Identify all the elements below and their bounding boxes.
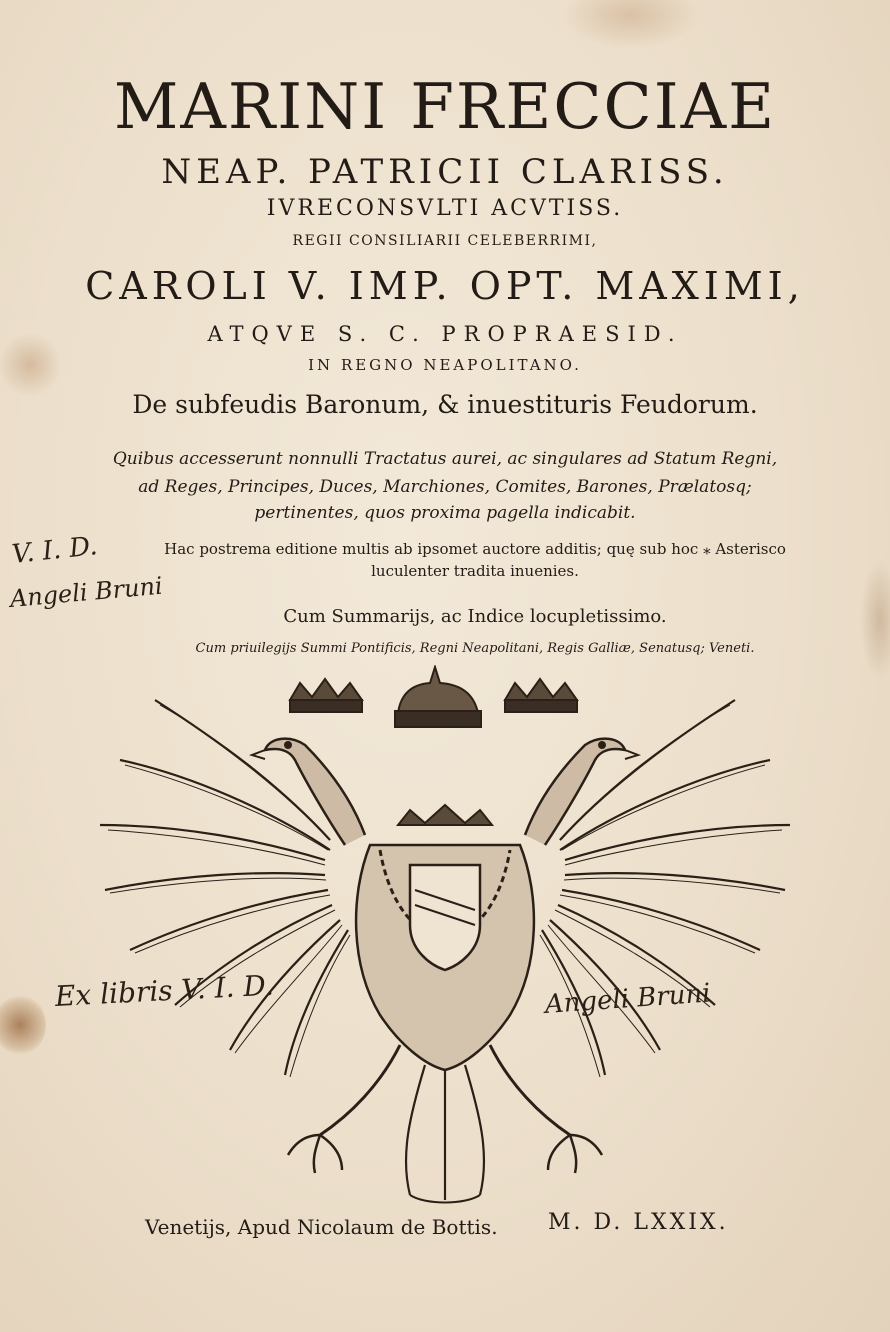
handwritten-signature: Angeli Bruni <box>8 571 164 613</box>
ink-stain <box>0 995 46 1055</box>
double-headed-eagle-icon <box>80 665 810 1210</box>
privileges-line: Cum priuilegijs Summi Pontificis, Regni Neapolitani, Regis Galliæ, Senatusq; Veneti. <box>195 641 755 656</box>
crown-icon <box>395 667 481 727</box>
imprint: Venetijs, Apud Nicolaum de Bottis. <box>145 1215 498 1239</box>
crown-icon <box>505 679 577 712</box>
office-line: ATQVE S. C. PROPRAESID. <box>207 322 683 346</box>
work-title: De subfeudis Baronum, & inuestituris Feudorum. <box>132 390 758 419</box>
summaries-line: Cum Summarijs, ac Indice locupletissimo. <box>283 606 667 627</box>
edition-line-2: luculenter tradita inuenies. <box>371 562 579 580</box>
contents-line-2: ad Reges, Principes, Duces, Marchiones, Comites, Barones, Prælatosq; <box>138 477 752 497</box>
crown-icon <box>290 679 362 712</box>
contents-line-1: Quibus accesserunt nonnulli Tractatus aurei, ac singulares ad Statum Regni, <box>112 449 778 469</box>
handwritten-signature: Angeli Bruni <box>543 978 712 1020</box>
paper-stain <box>560 0 700 50</box>
author-origin-line: NEAP. PATRICII CLARISS. <box>161 152 729 192</box>
handwritten-note: V. I. D. <box>10 531 99 570</box>
emperor-line: CAROLI V. IMP. OPT. MAXIMI, <box>85 264 805 308</box>
kingdom-line: IN REGNO NEAPOLITANO. <box>308 356 582 374</box>
publication-date: M. D. LXXIX. <box>548 1210 729 1235</box>
author-title-line: IVRECONSVLTI ACVTISS. <box>266 196 624 221</box>
author-name: MARINI FRECCIAE <box>113 70 777 143</box>
handwritten-ex-libris: Ex libris V. I. D. <box>54 968 275 1013</box>
author-office-line: REGII CONSILIARII CELEBERRIMI, <box>292 233 598 249</box>
contents-line-3: pertinentes, quos proxima pagella indicabit. <box>254 503 636 523</box>
edition-line-1: Hac postrema editione multis ab ipsomet auctore additis; quę sub hoc ⁎ Asterisco <box>164 540 786 558</box>
